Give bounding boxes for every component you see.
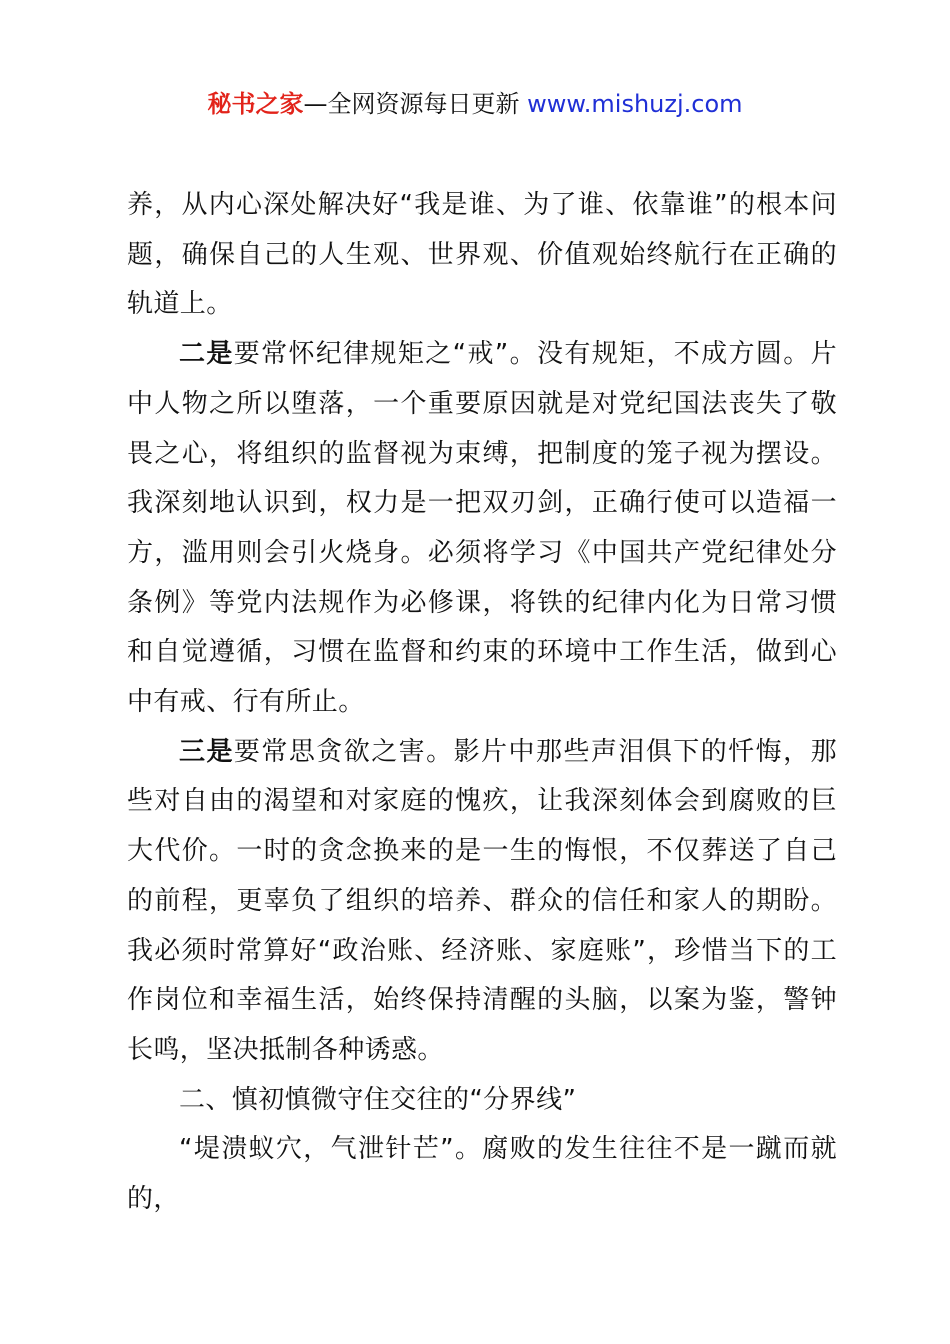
header-tagline: —全网资源每日更新 (303, 90, 528, 118)
point-two-text: 要常怀纪律规矩之“戒”。没有规矩，不成方圆。片中人物之所以堕落，一个重要原因就是对党纪国法丧失了敬畏之心，将组织的监督视为束缚，把制度的笼子视为摆设。我深刻地认识到，权力是一把双刃剑，正确行使可以造福一方，滥用则会引火烧身。必须将学习《中国共产党纪律处分条例》等党内法规作为必修课，将铁的纪律内化为日常习惯和自觉遵循，习惯在监督和约束的环境中工作生活，做到心中有戒、行有所止。 (127, 339, 838, 718)
brand-name: 秘书之家 (207, 90, 304, 118)
page-header (0, 86, 950, 122)
paragraph-point-two (127, 330, 837, 728)
site-url-link[interactable]: www.mishuzj.com (527, 90, 743, 118)
paragraph-point-three (127, 728, 837, 1076)
document-body (127, 181, 837, 1225)
paragraph-section-two-intro: “堤溃蚁穴，气泄针芒”。腐败的发生往往不是一蹴而就的， (127, 1134, 837, 1215)
point-three-text: 要常思贪欲之害。影片中那些声泪俱下的忏悔，那些对自由的渴望和对家庭的愧疚，让我深刻体会到腐败的巨大代价。一时的贪念换来的是一生的悔恨，不仅葬送了自己的前程，更辜负了组织的培养、群众的信任和家人的期盼。我必须时常算好“政治账、经济账、家庭账”，珍惜当下的工作岗位和幸福生活，始终保持清醒的头脑，以案为鉴，警钟长鸣，坚决抵制各种诱惑。 (127, 736, 837, 1065)
section-heading-two: 二、慎初慎微守住交往的“分界线” (179, 1084, 577, 1115)
point-two-lead: 二是 (179, 339, 234, 370)
paragraph-continuation: 养，从内心深处解决好“我是谁、为了谁、依靠谁”的根本问题，确保自己的人生观、世界观、价值观始终航行在正确的轨道上。 (127, 190, 837, 320)
point-three-lead: 三是 (179, 736, 234, 767)
